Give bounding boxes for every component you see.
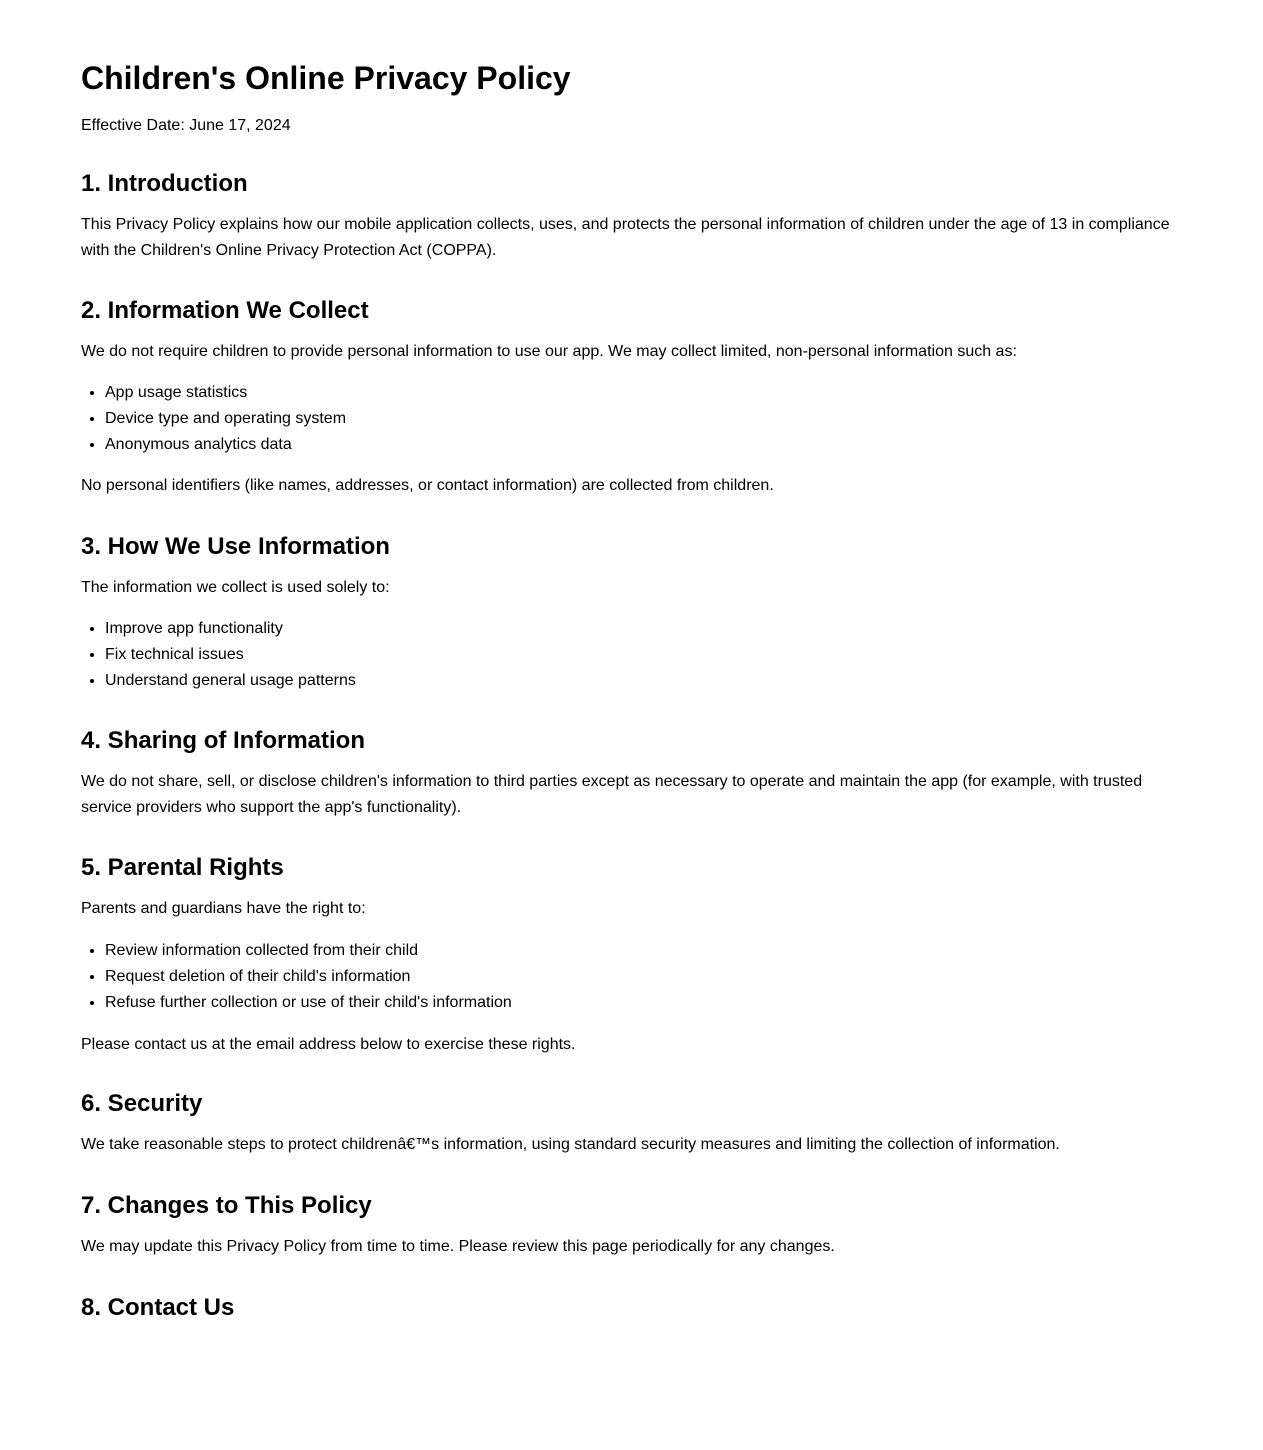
section-changes-to-policy	[81, 1192, 1181, 1260]
section-paragraph: We do not share, sell, or disclose children's information to third parties except as necessary to operate and maintain the app (for example, with trusted service providers who support the app's functionality).	[81, 773, 1143, 816]
list-item: • Anonymous analytics data	[105, 432, 1181, 458]
section-heading: 8. Contact Us	[81, 1294, 235, 1321]
section-intro: The information we collect is used solely to:	[81, 579, 390, 596]
section-heading: 5. Parental Rights	[81, 854, 284, 881]
section-heading: 6. Security	[81, 1090, 203, 1117]
section-heading: 2. Information We Collect	[81, 297, 369, 324]
section-sharing-of-information	[81, 727, 1181, 820]
list-item: • Understand general usage patterns	[105, 668, 1181, 694]
list-item: • Improve app functionality	[105, 616, 1181, 642]
list-item: • Refuse further collection or use of their child's information	[105, 990, 1181, 1016]
list-item: • Review information collected from their child	[105, 938, 1181, 964]
list-item: • Device type and operating system	[105, 406, 1181, 432]
list-item: • Request deletion of their child's information	[105, 964, 1181, 990]
section-heading: 7. Changes to This Policy	[81, 1192, 372, 1219]
section-introduction	[81, 170, 1181, 263]
section-intro: We do not require children to provide personal information to use our app. We may collect limited, non-personal information such as:	[81, 343, 1017, 360]
section-paragraph: This Privacy Policy explains how our mobile application collects, uses, and protects the personal information of children under the age of 13 in compliance with the Children's Online Privacy Protection Act (COPPA).	[81, 216, 1170, 259]
section-outro: No personal identifiers (like names, addresses, or contact information) are collected from children.	[81, 476, 774, 494]
section-heading: 1. Introduction	[81, 170, 248, 197]
usage-list	[81, 616, 1181, 694]
section-information-we-collect	[81, 297, 1181, 498]
section-heading: 3. How We Use Information	[81, 533, 390, 560]
section-heading: 4. Sharing of Information	[81, 727, 366, 754]
section-intro: Parents and guardians have the right to:	[81, 900, 366, 917]
section-how-we-use-information	[81, 533, 1181, 694]
list-item: • App usage statistics	[105, 380, 1181, 406]
effective-date: Effective Date: June 17, 2024	[81, 117, 291, 134]
section-contact-us	[81, 1294, 1181, 1322]
section-parental-rights	[81, 854, 1181, 1057]
list-item: • Fix technical issues	[105, 642, 1181, 668]
section-paragraph: We take reasonable steps to protect childrenâ€™s information, using standard security measures and limiting the collection of information.	[81, 1136, 1060, 1153]
section-security	[81, 1090, 1181, 1158]
section-outro: Please contact us at the email address below to exercise these rights.	[81, 1035, 576, 1053]
section-paragraph: We may update this Privacy Policy from time to time. Please review this page periodically for any changes.	[81, 1238, 835, 1255]
parental-rights-list	[81, 938, 1181, 1016]
collected-info-list	[81, 380, 1181, 458]
page-title: Children's Online Privacy Policy	[81, 60, 571, 96]
